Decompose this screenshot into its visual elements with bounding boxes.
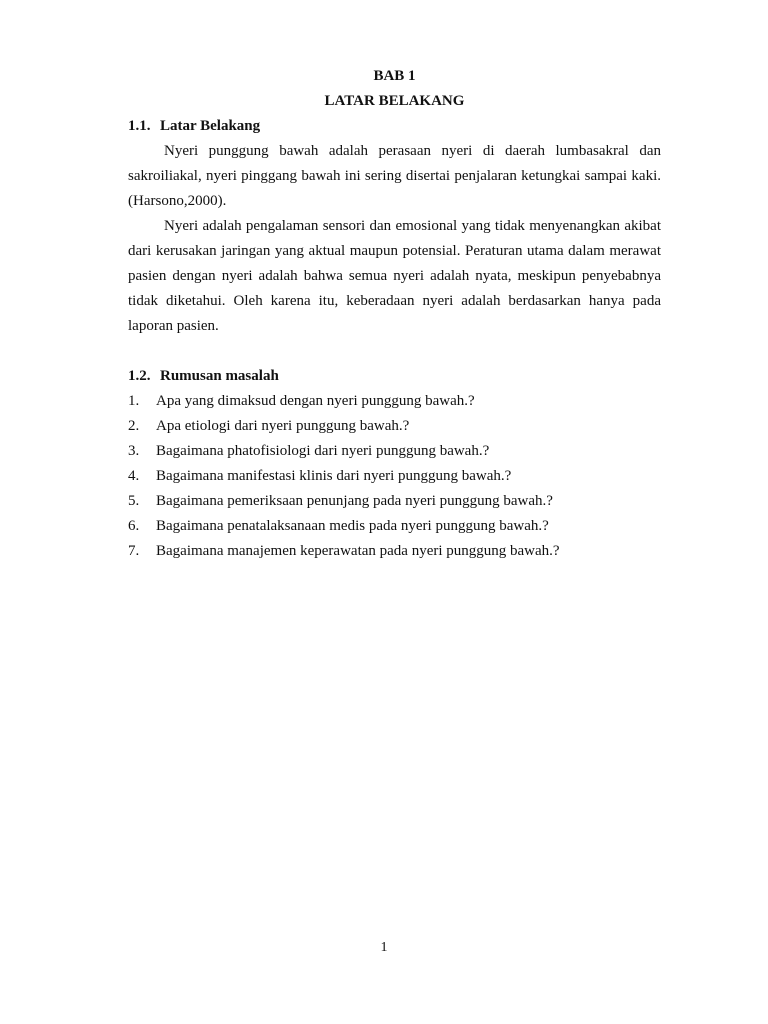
chapter-title: BAB 1 — [373, 68, 416, 84]
list-item-number: 2. — [128, 418, 140, 434]
question-list — [128, 389, 661, 564]
list-item-number: 6. — [128, 518, 140, 534]
list-item — [128, 539, 661, 564]
list-item-text: Bagaimana penatalaksanaan medis pada nyeri punggung bawah.? — [156, 518, 549, 534]
list-item-number: 4. — [128, 468, 140, 484]
paragraph-2: Nyeri adalah pengalaman sensori dan emosional yang tidak menyenangkan akibat dari kerusakan jaringan yang aktual maupun potensial. Peraturan utama dalam merawat pasien dengan nyeri adalah bahwa semua nyeri adalah nyata, meskipun penyebabnya tidak diketahui. Oleh karena itu, keberadaan nyeri adalah berdasarkan hanya pada laporan pasien. — [128, 218, 661, 334]
list-item-text: Bagaimana manifestasi klinis dari nyeri punggung bawah.? — [156, 468, 512, 484]
list-item-text: Apa etiologi dari nyeri punggung bawah.? — [156, 418, 410, 434]
list-item-number: 5. — [128, 493, 140, 509]
list-item — [128, 514, 661, 539]
list-item — [128, 389, 661, 414]
list-item — [128, 414, 661, 439]
section-number: 1.2. — [128, 368, 151, 384]
list-item — [128, 489, 661, 514]
list-item-number: 3. — [128, 443, 140, 459]
list-item — [128, 464, 661, 489]
section-number: 1.1. — [128, 118, 151, 134]
section-heading-rumusan-masalah — [128, 364, 661, 389]
list-item-text: Bagaimana pemeriksaan penunjang pada nyeri punggung bawah.? — [156, 493, 553, 509]
page-content — [128, 64, 661, 564]
list-item-number: 7. — [128, 543, 140, 559]
paragraph-1: Nyeri punggung bawah adalah perasaan nyeri di daerah lumbasakral dan sakroiliakal, nyeri pinggang bawah ini sering disertai penjalaran ketungkai sampai kaki. (Harsono,2000). — [128, 143, 661, 209]
list-item-text: Bagaimana phatofisiologi dari nyeri punggung bawah.? — [156, 443, 490, 459]
page-number: 1 — [380, 940, 388, 955]
chapter-subtitle: LATAR BELAKANG — [324, 93, 465, 109]
list-item-text: Bagaimana manajemen keperawatan pada nyeri punggung bawah.? — [156, 543, 560, 559]
list-item — [128, 439, 661, 464]
list-item-text: Apa yang dimaksud dengan nyeri punggung bawah.? — [156, 393, 475, 409]
section-title: Rumusan masalah — [160, 368, 279, 384]
section-heading-latar-belakang — [128, 114, 661, 139]
list-item-number: 1. — [128, 393, 140, 409]
section-title: Latar Belakang — [160, 118, 261, 134]
section-spacer — [128, 339, 661, 364]
